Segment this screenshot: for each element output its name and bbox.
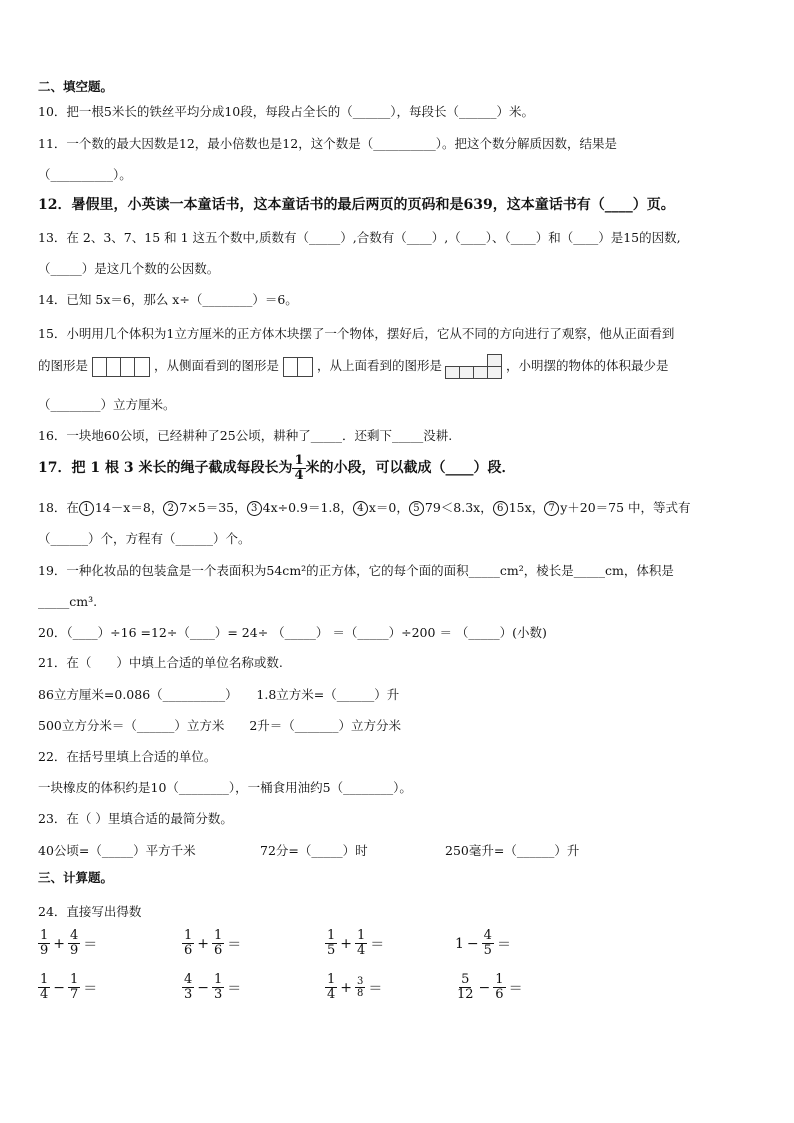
fraction: $\frac{4}{9}$ bbox=[70, 928, 79, 958]
calc-expression: $\frac{1}{5}$ + $\frac{1}{4}$ ＝ bbox=[327, 928, 385, 958]
question-15-line1: 15．小明用几个体积为1立方厘米的正方体木块摆了一个物体，摆好后，它从不同的方向进行了观察，他从正面看到 bbox=[38, 326, 675, 341]
fraction: $\frac{1}{4}$ bbox=[40, 972, 49, 1002]
question-12: 12．暑假里，小英读一本童话书，这本童话书的最后两页的页码和是639，这本童话书有（____）页。 bbox=[38, 197, 675, 213]
fraction-one-quarter: $\frac{1}{4}$ bbox=[294, 452, 304, 483]
question-13-line2: （_____）是这几个数的公因数。 bbox=[38, 261, 220, 276]
circled-number-7: 7 bbox=[544, 501, 559, 516]
question-10: 10．把一根5米长的铁丝平均分成10段，每段占全长的（______），每段长（______）米。 bbox=[38, 104, 535, 119]
question-22: 22．在括号里填上合适的单位。 bbox=[38, 749, 217, 764]
calc-expression: $\frac{1}{4}$ + $\frac{3}{8}$ ＝ bbox=[327, 972, 383, 1002]
question-22-row: 一块橡皮的体积约是10（________），一桶食用油约5（________）。 bbox=[38, 780, 412, 795]
question-23-part3: 250毫升=（______）升 bbox=[445, 843, 580, 858]
question-19-line2: _____cm³. bbox=[38, 594, 98, 609]
section-calculation-title: 三、计算题。 bbox=[38, 870, 114, 885]
question-18-line1: 18．在 1 14－x＝8， 2 7×5＝35， 3 4x÷0.9＝1.8， 4 x＝0， 5 79＜8.3x， 6 15x， 7 y＋20＝75 中，等式有 bbox=[38, 500, 691, 515]
fraction: $\frac{1}{4}$ bbox=[357, 928, 366, 958]
calc-expression: $\frac{4}{3}$ − $\frac{1}{3}$ ＝ bbox=[184, 972, 242, 1002]
fraction: $\frac{3}{8}$ bbox=[357, 976, 364, 999]
circled-number-3: 3 bbox=[247, 501, 262, 516]
fraction: $\frac{1}{4}$ bbox=[327, 972, 336, 1002]
calc-expression: $\frac{1}{6}$ + $\frac{1}{6}$ ＝ bbox=[184, 928, 242, 958]
circled-number-5: 5 bbox=[409, 501, 424, 516]
circled-number-4: 4 bbox=[353, 501, 368, 516]
calc-expression: $\frac{5}{12}$ − $\frac{1}{6}$ ＝ bbox=[457, 972, 523, 1002]
fraction: $\frac{1}{7}$ bbox=[70, 972, 79, 1002]
fraction: $\frac{5}{12}$ bbox=[457, 972, 474, 1002]
question-16: 16．一块地60公顷，已经耕种了25公顷，耕种了_____．还剩下_____没耕. bbox=[38, 428, 453, 443]
fraction: $\frac{4}{3}$ bbox=[184, 972, 193, 1002]
question-21: 21．在（ ）中填上合适的单位名称或数. bbox=[38, 655, 283, 670]
section-fill-blank-title: 二、填空题。 bbox=[38, 79, 114, 94]
calc-expression: 1 − $\frac{4}{5}$ ＝ bbox=[455, 928, 511, 958]
question-20: 20．（____）÷16 =12÷（____）= 24÷ （_____） ＝（_____）÷200 ＝ （_____）(小数) bbox=[38, 625, 547, 640]
calc-expression: $\frac{1}{9}$ + $\frac{4}{9}$ ＝ bbox=[40, 928, 98, 958]
circled-number-2: 2 bbox=[163, 501, 178, 516]
circled-number-6: 6 bbox=[493, 501, 508, 516]
top-view-figure bbox=[446, 355, 502, 379]
side-view-figure bbox=[283, 357, 313, 377]
question-19-line1: 19．一种化妆品的包装盒是一个表面积为54cm²的正方体，它的每个面的面积_____cm²，棱长是_____cm，体积是 bbox=[38, 563, 674, 578]
question-11-line2: （__________）。 bbox=[38, 167, 132, 182]
question-15-line3: （________）立方厘米。 bbox=[38, 397, 176, 412]
question-24: 24．直接写出得数 bbox=[38, 904, 142, 919]
question-13-line1: 13．在 2、3、7、15 和 1 这五个数中,质数有（_____）,合数有（____）,（____）、（____）和（____）是15的因数, bbox=[38, 230, 681, 245]
fraction: $\frac{1}{9}$ bbox=[40, 928, 49, 958]
question-17: 17．把 1 根 3 米长的绳子截成每段长为 $\frac{1}{4}$ 米的小段，可以截成（____）段． bbox=[38, 452, 516, 483]
question-23: 23．在（ ）里填合适的最简分数。 bbox=[38, 811, 233, 826]
question-11-line1: 11．一个数的最大因数是12，最小倍数也是12，这个数是（__________）。把这个数分解质因数，结果是 bbox=[38, 136, 617, 151]
question-15-line2: 的图形是 ，从侧面看到的图形是 ，从上面看到的图形是 ，小明摆的物体的体积最少是 bbox=[38, 352, 668, 380]
fraction: $\frac{1}{6}$ bbox=[214, 928, 223, 958]
fraction: $\frac{1}{6}$ bbox=[495, 972, 504, 1002]
fraction: $\frac{1}{6}$ bbox=[184, 928, 193, 958]
question-21-row2: 500立方分米＝（______）立方米 2升＝（_______）立方分米 bbox=[38, 718, 402, 733]
question-23-part1: 40公顷=（_____）平方千米 bbox=[38, 843, 196, 858]
question-14: 14．已知 5x＝6，那么 x÷（________）＝6。 bbox=[38, 292, 298, 307]
fraction: $\frac{1}{5}$ bbox=[327, 928, 336, 958]
question-23-part2: 72分=（_____）时 bbox=[260, 843, 368, 858]
question-21-row1: 86立方厘米=0.086（__________） 1.8立方米=（______）升 bbox=[38, 687, 400, 702]
fraction: $\frac{1}{3}$ bbox=[214, 972, 223, 1002]
fraction: $\frac{4}{5}$ bbox=[483, 928, 492, 958]
front-view-figure bbox=[92, 357, 150, 377]
calc-expression: $\frac{1}{4}$ − $\frac{1}{7}$ ＝ bbox=[40, 972, 98, 1002]
circled-number-1: 1 bbox=[79, 501, 94, 516]
question-18-line2: （______）个，方程有（______）个。 bbox=[38, 531, 251, 546]
